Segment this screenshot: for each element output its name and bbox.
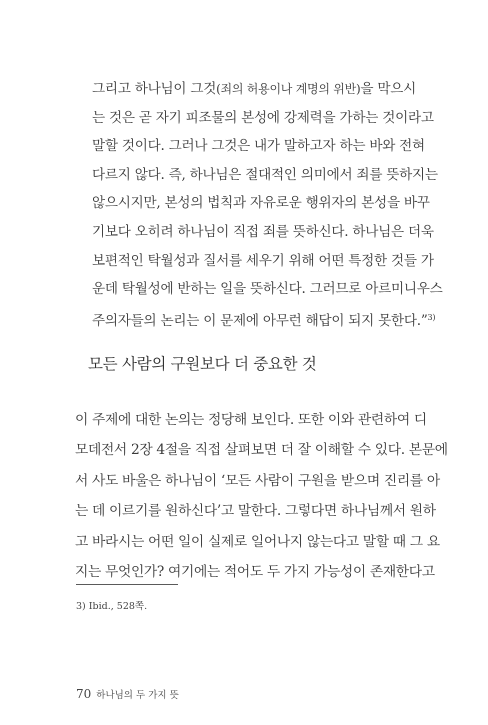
quote-line: 다르지 않다. 즉, 하나님은 절대적인 의미에서 죄를 뜻하지는: [92, 166, 438, 183]
quote-line-1-start: 그리고 하나님이 그것: [92, 81, 217, 97]
quote-line: 는 것은 곧 자기 피조물의 본성에 강제력을 가하는 것이라고: [92, 109, 434, 126]
section-heading: 모든 사람의 구원보다 더 중요한 것: [88, 355, 317, 373]
quote-line: 보편적인 탁월성과 질서를 세우기 위해 어떤 특정한 것들 가: [92, 252, 434, 269]
page-number: 70: [76, 687, 92, 701]
block-quote: [92, 75, 443, 332]
quote-line: 기보다 오히려 하나님이 직접 죄를 뜻하신다. 하나님은 더욱: [92, 223, 434, 240]
footnote-divider: [76, 584, 178, 585]
quote-last-line-text: 주의자들의 논리는 이 문제에 아무런 해답이 되지 못한다.”: [92, 312, 428, 329]
quote-line: 말할 것이다. 그러나 그것은 내가 말하고자 하는 바와 전혀: [92, 138, 425, 155]
body-paragraph: [75, 405, 448, 587]
footnote: 3) Ibid., 528쪽.: [76, 601, 148, 612]
quote-last-line: [92, 304, 436, 333]
body-line: 지는 무엇인가? 여기에는 적어도 두 가지 가능성이 존재한다고: [75, 563, 435, 580]
body-line: 서 사도 바울은 하나님이 ‘모든 사람이 구원을 받으며 진리를 아: [75, 472, 440, 489]
quote-line-1-end: 을 막으시: [360, 81, 417, 97]
quote-line: 운데 탁월성에 반하는 일을 뜻하신다. 그러므로 아르미니우스: [92, 281, 443, 298]
quote-line: 않으시지만, 본성의 법칙과 자유로운 행위자의 본성을 바꾸: [92, 195, 430, 212]
running-title: 하나님의 두 가지 뜻: [96, 690, 179, 701]
quote-line-1: [92, 75, 417, 104]
footnote-reference: 3): [427, 312, 436, 322]
page-footer: [76, 683, 179, 702]
body-line: 모데전서 2장 4절을 직접 살펴보면 더 잘 이해할 수 있다. 본문에: [75, 442, 448, 459]
quote-parenthetical: (죄의 허용이나 계명의 위반): [216, 82, 361, 96]
body-line: 이 주제에 대한 논의는 정당해 보인다. 또한 이와 관련하여 디: [75, 412, 427, 428]
body-line: 는 데 이르기를 원하신다’고 말한다. 그렇다면 하나님께서 원하: [75, 503, 436, 520]
body-line: 고 바라시는 어떤 일이 실제로 일어나지 않는다고 말할 때 그 요: [75, 533, 440, 550]
